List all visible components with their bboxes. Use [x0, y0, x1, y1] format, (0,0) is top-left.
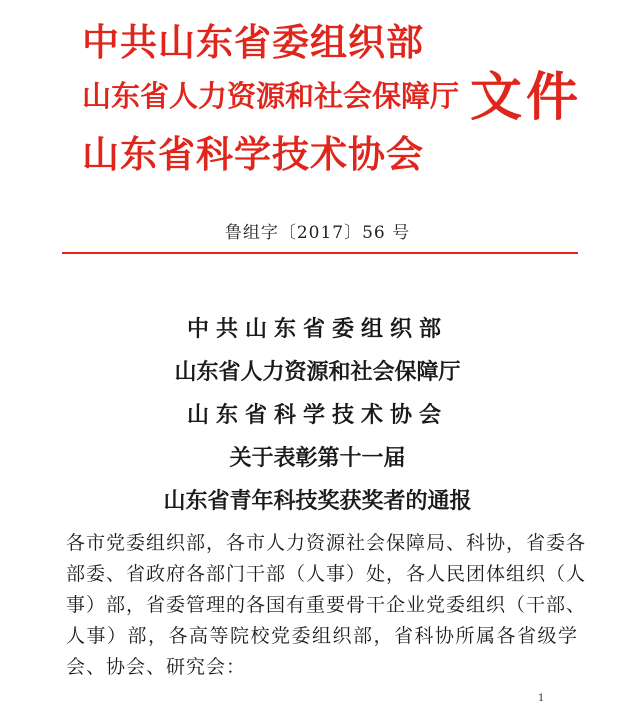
issuer-name: 中共山东省委组织部 [82, 21, 424, 64]
title-line: 中共山东省委组织部 [186, 317, 448, 342]
body-line: 部委、省政府各部门干部（人事）处，各人民团体组织（人 [66, 563, 587, 585]
salutation-paragraph [66, 528, 587, 683]
body-line: 各市党委组织部，各市人力资源社会保障局、科协，省委各 [66, 532, 587, 554]
body-line: 人事）部，各高等院校党委组织部，省科协所属各省级学 [66, 625, 578, 647]
title-line: 山东省科学技术协会 [186, 403, 448, 428]
document-type-label: 文件 [470, 68, 583, 128]
title-line: 山东省人力资源和社会保障厅 [174, 360, 461, 385]
title-line: 关于表彰第十一届 [229, 446, 406, 471]
title-line: 山东省青年科技奖获奖者的通报 [163, 489, 472, 514]
issuer-name: 山东省科学技术协会 [82, 133, 424, 176]
red-divider-line [62, 252, 578, 254]
document-title [0, 308, 635, 523]
issuing-authorities [82, 18, 462, 186]
document-number: 鲁组字〔2017〕56 号 [224, 223, 411, 243]
body-line: 事）部，省委管理的各国有重要骨干企业党委组织（干部、 [66, 594, 587, 616]
body-line: 会、协会、研究会： [66, 656, 247, 678]
page-number: 1 [538, 693, 545, 704]
issuer-name: 山东省人力资源和社会保障厅 [82, 79, 460, 113]
